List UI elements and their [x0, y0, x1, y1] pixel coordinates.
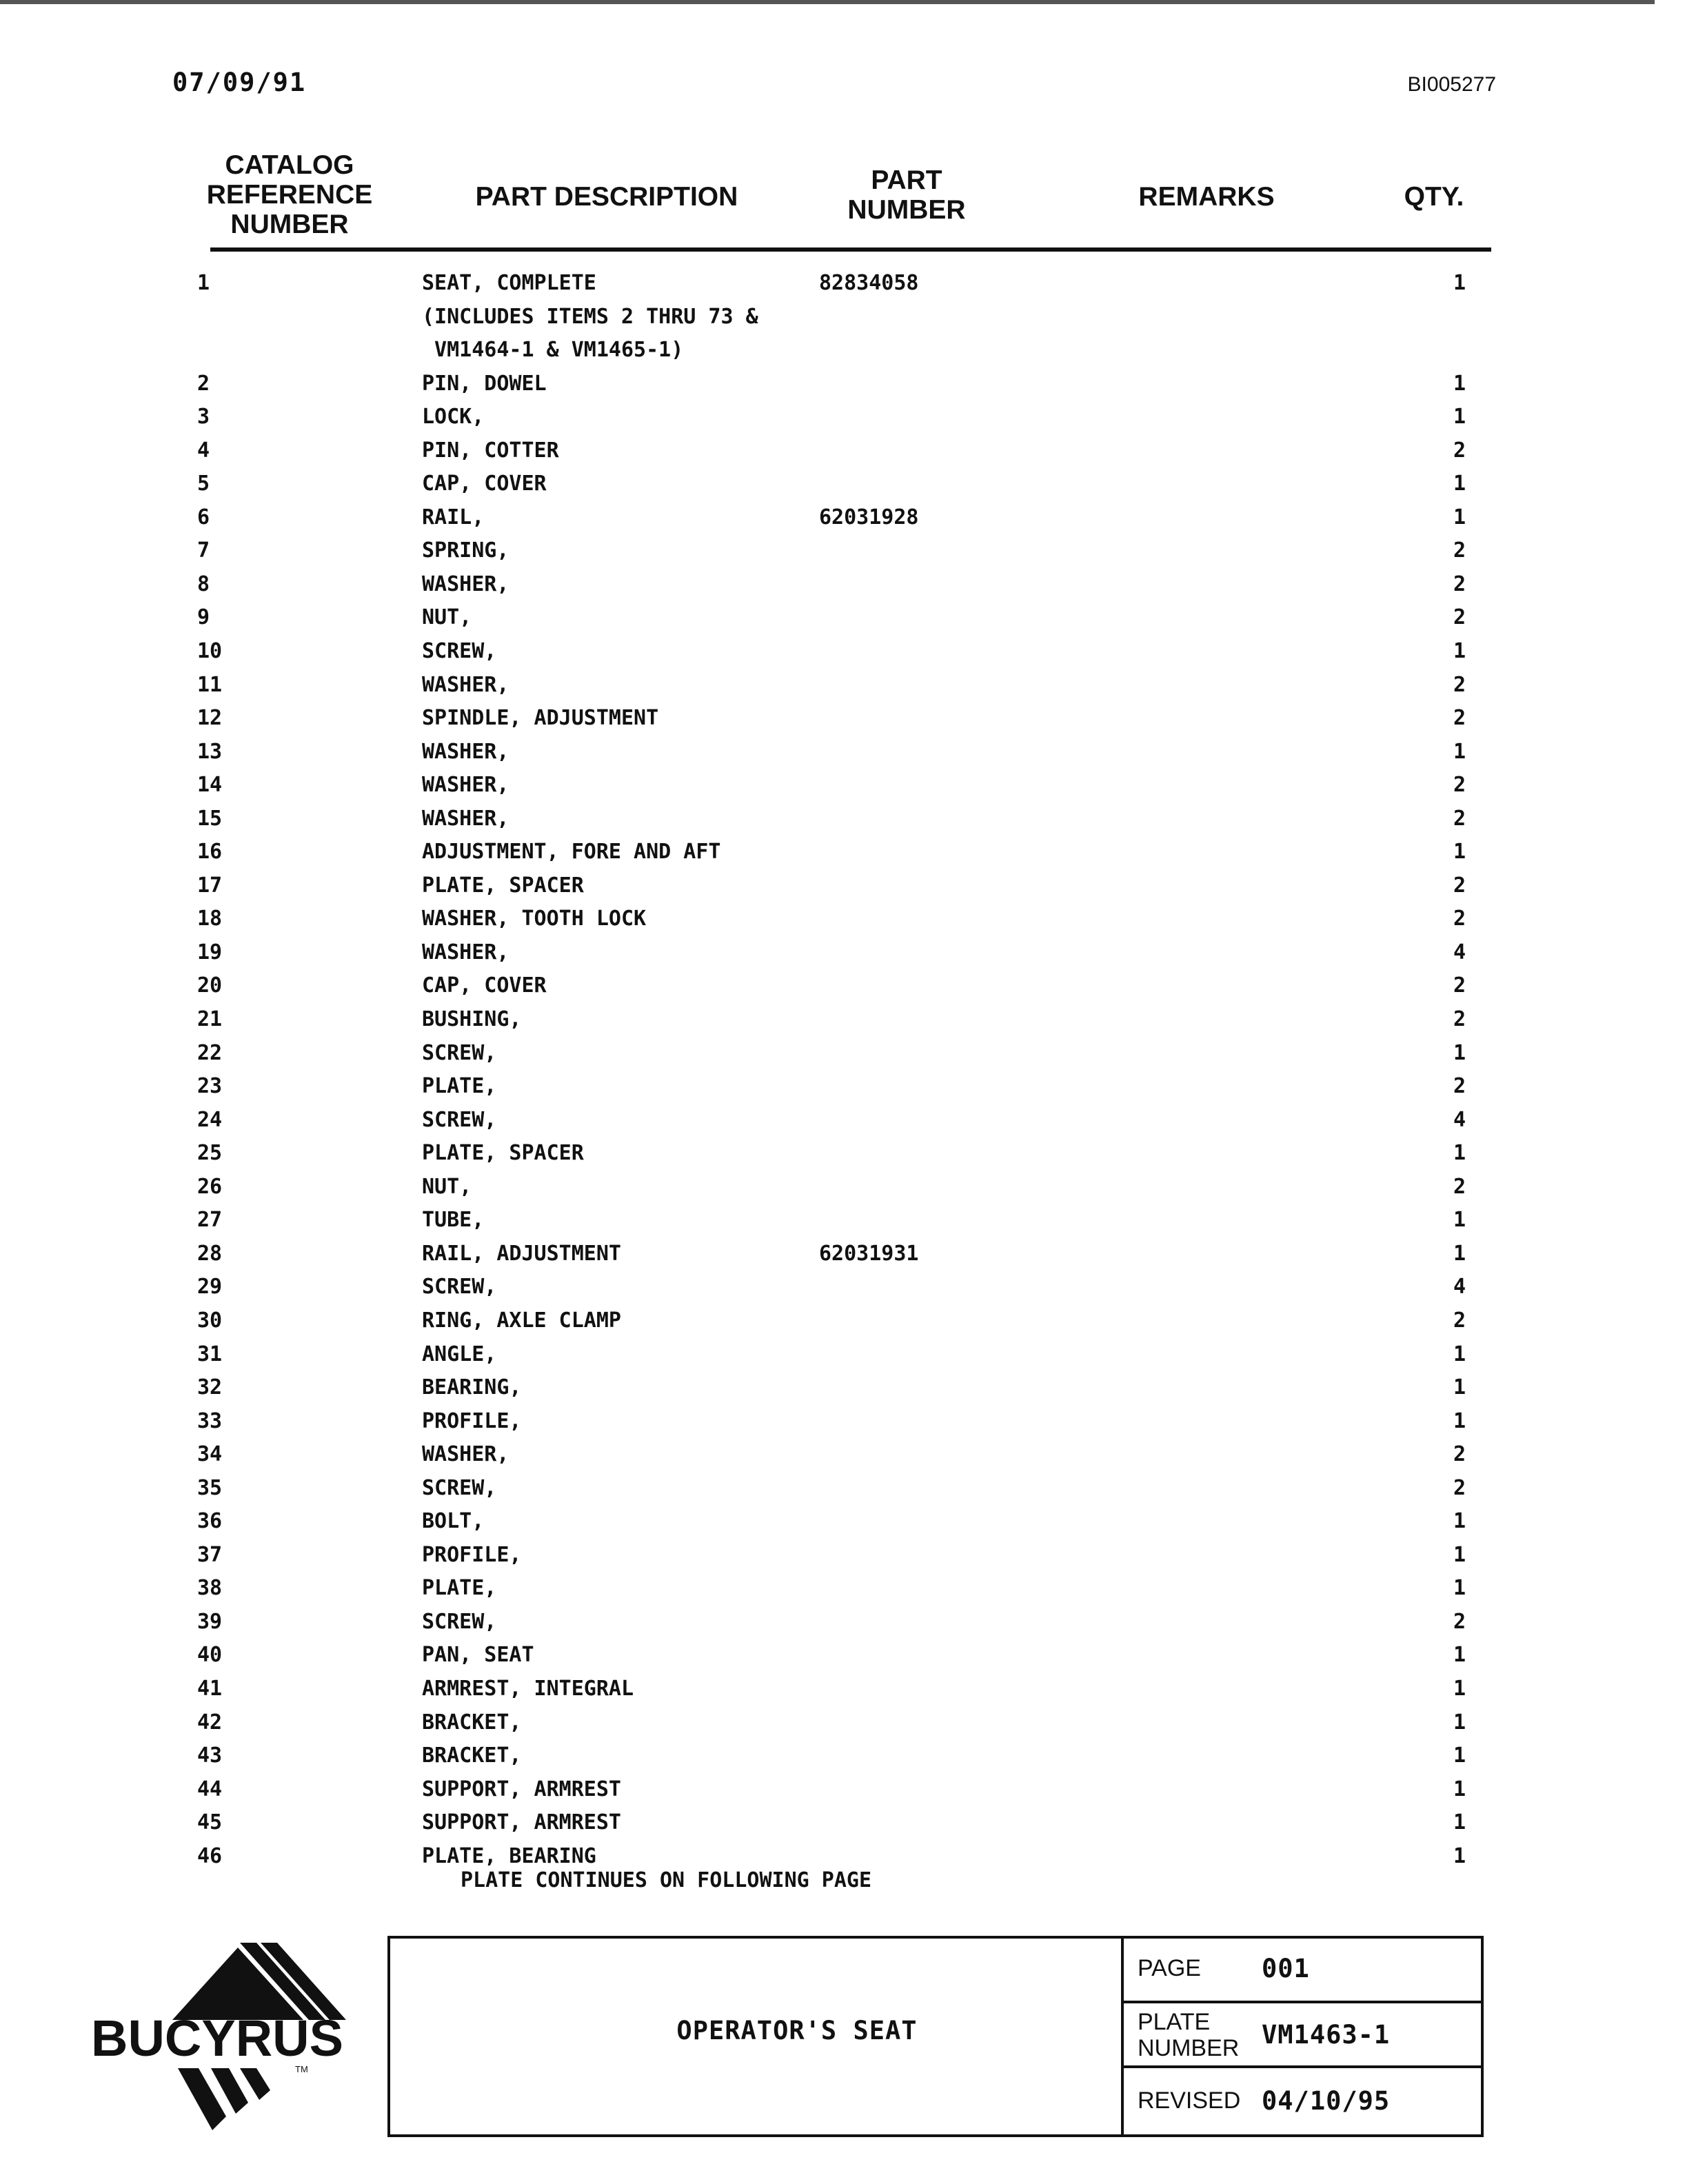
qty-cell: 2 [1453, 572, 1466, 596]
description-cell: SPRING, [422, 538, 509, 563]
qty-cell: 4 [1453, 1107, 1466, 1132]
table-row [0, 1810, 1696, 1844]
table-row [0, 1576, 1696, 1610]
qty-cell: 1 [1453, 1576, 1466, 1601]
catalog-ref-cell: 33 [197, 1408, 223, 1433]
catalog-ref-cell: 36 [197, 1509, 223, 1534]
qty-cell: 2 [1453, 1609, 1466, 1634]
qty-cell: 2 [1453, 1174, 1466, 1199]
catalog-ref-cell: 8 [197, 572, 210, 596]
description-cell: (INCLUDES ITEMS 2 THRU 73 & [422, 304, 758, 329]
description-cell: SUPPORT, ARMREST [422, 1777, 621, 1801]
catalog-ref-cell: 3 [197, 405, 210, 429]
title-block [387, 1936, 1484, 2137]
plate-title: OPERATOR'S SEAT [676, 2016, 918, 2045]
page-cell [1124, 1939, 1481, 2003]
table-row [0, 973, 1696, 1007]
qty-cell: 2 [1453, 907, 1466, 931]
plate-number-label: PLATE NUMBER [1138, 2009, 1240, 2061]
table-row [0, 338, 1696, 372]
qty-cell: 2 [1453, 773, 1466, 798]
qty-cell: 2 [1453, 873, 1466, 898]
table-row [0, 1074, 1696, 1108]
part-number-cell: 62031928 [819, 505, 919, 529]
description-cell: BUSHING, [422, 1007, 522, 1032]
catalog-ref-cell: 19 [197, 940, 223, 964]
qty-cell: 2 [1453, 706, 1466, 731]
description-cell: SCREW, [422, 1275, 497, 1300]
description-cell: PROFILE, [422, 1542, 522, 1567]
catalog-ref-cell: 40 [197, 1643, 223, 1668]
catalog-ref-cell: 24 [197, 1107, 223, 1132]
header-part-description: PART DESCRIPTION [475, 182, 738, 212]
description-cell: WASHER, [422, 1442, 509, 1467]
qty-cell: 1 [1453, 1643, 1466, 1668]
qty-cell: 1 [1453, 639, 1466, 664]
header-rule [210, 247, 1491, 252]
qty-cell: 1 [1453, 1810, 1466, 1835]
description-cell: LOCK, [422, 405, 485, 429]
qty-cell: 1 [1453, 371, 1466, 396]
table-row [0, 773, 1696, 807]
catalog-ref-cell: 44 [197, 1777, 223, 1801]
table-row [0, 1208, 1696, 1242]
table-row [0, 873, 1696, 907]
qty-cell: 2 [1453, 605, 1466, 630]
description-cell: SCREW, [422, 1107, 497, 1132]
description-cell: PLATE, [422, 1576, 497, 1601]
qty-cell: 1 [1453, 1710, 1466, 1735]
catalog-ref-cell: 35 [197, 1475, 223, 1500]
table-row [0, 1041, 1696, 1075]
catalog-ref-cell: 12 [197, 706, 223, 731]
header-catalog-ref-label: CATALOG REFERENCE NUMBER [206, 150, 373, 239]
description-cell: RAIL, ADJUSTMENT [422, 1241, 621, 1266]
table-row [0, 1777, 1696, 1811]
table-row [0, 1610, 1696, 1644]
table-row [0, 1743, 1696, 1777]
table-row [0, 673, 1696, 707]
header-catalog-ref [186, 150, 393, 239]
description-cell: PLATE, SPACER [422, 873, 584, 898]
catalog-ref-cell: 27 [197, 1208, 223, 1233]
print-date: 07/09/91 [172, 68, 307, 97]
header-part-number-label: PART NUMBER [847, 165, 966, 225]
document-id: BI005277 [1407, 73, 1496, 96]
table-row [0, 305, 1696, 338]
catalog-ref-cell: 37 [197, 1542, 223, 1567]
table-row [0, 1442, 1696, 1476]
catalog-ref-cell: 4 [197, 438, 210, 463]
catalog-ref-cell: 22 [197, 1040, 223, 1065]
description-cell: WASHER, [422, 806, 509, 831]
qty-cell: 1 [1453, 1040, 1466, 1065]
page-label: PAGE [1138, 1955, 1201, 1981]
table-row [0, 538, 1696, 572]
catalog-ref-cell: 11 [197, 672, 223, 697]
catalog-ref-cell: 16 [197, 840, 223, 865]
qty-cell: 2 [1453, 538, 1466, 563]
table-row [0, 907, 1696, 940]
catalog-ref-cell: 23 [197, 1074, 223, 1099]
qty-cell: 1 [1453, 1676, 1466, 1701]
header-remarks: REMARKS [1138, 182, 1275, 212]
catalog-ref-cell: 42 [197, 1710, 223, 1735]
description-cell: NUT, [422, 605, 472, 630]
catalog-ref-cell: 13 [197, 739, 223, 764]
description-cell: CAP, COVER [422, 472, 547, 496]
catalog-ref-cell: 17 [197, 873, 223, 898]
qty-cell: 1 [1453, 739, 1466, 764]
catalog-ref-cell: 5 [197, 472, 210, 496]
description-cell: RAIL, [422, 505, 485, 529]
qty-cell: 4 [1453, 940, 1466, 964]
catalog-ref-cell: 21 [197, 1007, 223, 1032]
top-edge-line [0, 0, 1655, 4]
table-row [0, 405, 1696, 438]
description-cell: ANGLE, [422, 1342, 497, 1366]
description-cell: NUT, [422, 1174, 472, 1199]
qty-cell: 1 [1453, 1777, 1466, 1801]
header-part-number [814, 165, 1000, 225]
description-cell: SCREW, [422, 639, 497, 664]
table-row [0, 438, 1696, 472]
description-cell: SEAT, COMPLETE [422, 271, 596, 295]
catalog-ref-cell: 26 [197, 1174, 223, 1199]
catalog-ref-cell: 15 [197, 806, 223, 831]
qty-cell: 2 [1453, 1442, 1466, 1467]
catalog-ref-cell: 45 [197, 1810, 223, 1835]
logo-trademark: TM [295, 2064, 308, 2074]
qty-cell: 1 [1453, 505, 1466, 529]
table-row [0, 472, 1696, 505]
table-row [0, 1007, 1696, 1041]
qty-cell: 1 [1453, 271, 1466, 295]
table-row [0, 572, 1696, 606]
catalog-ref-cell: 25 [197, 1141, 223, 1166]
description-cell: VM1464-1 & VM1465-1) [422, 338, 684, 363]
table-row [0, 1710, 1696, 1744]
revised-cell [1124, 2068, 1481, 2134]
qty-cell: 1 [1453, 840, 1466, 865]
description-cell: ADJUSTMENT, FORE AND AFT [422, 840, 721, 865]
qty-cell: 2 [1453, 806, 1466, 831]
qty-cell: 1 [1453, 1375, 1466, 1400]
table-row [0, 1409, 1696, 1443]
description-cell: PAN, SEAT [422, 1643, 534, 1668]
description-cell: PIN, COTTER [422, 438, 559, 463]
table-row [0, 706, 1696, 740]
table-row [0, 505, 1696, 539]
header-qty: QTY. [1404, 182, 1464, 212]
qty-cell: 1 [1453, 1208, 1466, 1233]
table-row [0, 1141, 1696, 1175]
bucyrus-logo-graphic [76, 1937, 379, 2144]
catalog-ref-cell: 2 [197, 371, 210, 396]
catalog-ref-cell: 41 [197, 1676, 223, 1701]
part-number-cell: 82834058 [819, 271, 919, 295]
qty-cell: 2 [1453, 438, 1466, 463]
catalog-ref-cell: 28 [197, 1241, 223, 1266]
plate-number-value: VM1463-1 [1262, 2020, 1391, 2050]
logo-wordmark: BUCYRUS [91, 2010, 343, 2067]
qty-cell: 1 [1453, 1743, 1466, 1768]
catalog-ref-cell: 43 [197, 1743, 223, 1768]
description-cell: PIN, DOWEL [422, 371, 547, 396]
catalog-ref-cell: 39 [197, 1609, 223, 1634]
description-cell: RING, AXLE CLAMP [422, 1308, 621, 1333]
table-row [0, 740, 1696, 774]
qty-cell: 1 [1453, 1342, 1466, 1366]
description-cell: SPINDLE, ADJUSTMENT [422, 706, 659, 731]
catalog-ref-cell: 38 [197, 1576, 223, 1601]
table-row [0, 1342, 1696, 1376]
table-row [0, 1108, 1696, 1142]
plate-number-cell [1124, 2003, 1481, 2068]
description-cell: ARMREST, INTEGRAL [422, 1676, 634, 1701]
description-cell: PROFILE, [422, 1408, 522, 1433]
description-cell: WASHER, [422, 773, 509, 798]
description-cell: BEARING, [422, 1375, 522, 1400]
catalog-ref-cell: 1 [197, 271, 210, 295]
catalog-ref-cell: 18 [197, 907, 223, 931]
table-row [0, 1677, 1696, 1710]
table-row [0, 1543, 1696, 1577]
qty-cell: 1 [1453, 1408, 1466, 1433]
description-cell: WASHER, [422, 572, 509, 596]
table-row [0, 1643, 1696, 1677]
table-row [0, 1275, 1696, 1308]
qty-cell: 1 [1453, 405, 1466, 429]
qty-cell: 2 [1453, 1308, 1466, 1333]
description-cell: SCREW, [422, 1609, 497, 1634]
catalog-ref-cell: 9 [197, 605, 210, 630]
description-cell: WASHER, [422, 672, 509, 697]
description-cell: PLATE, BEARING [422, 1843, 596, 1868]
description-cell: SCREW, [422, 1475, 497, 1500]
qty-cell: 2 [1453, 672, 1466, 697]
description-cell: WASHER, [422, 940, 509, 964]
table-row [0, 271, 1696, 305]
qty-cell: 1 [1453, 472, 1466, 496]
qty-cell: 2 [1453, 1475, 1466, 1500]
revised-value: 04/10/95 [1262, 2086, 1391, 2116]
qty-cell: 4 [1453, 1275, 1466, 1300]
table-row [0, 605, 1696, 639]
revised-label: REVISED [1138, 2087, 1241, 2114]
page-value: 001 [1262, 1954, 1310, 1983]
table-row [0, 1175, 1696, 1209]
description-cell: PLATE, [422, 1074, 497, 1099]
description-cell: CAP, COVER [422, 973, 547, 998]
catalog-ref-cell: 34 [197, 1442, 223, 1467]
table-row [0, 940, 1696, 974]
catalog-ref-cell: 14 [197, 773, 223, 798]
table-row [0, 840, 1696, 873]
catalog-ref-cell: 32 [197, 1375, 223, 1400]
qty-cell: 1 [1453, 1241, 1466, 1266]
catalog-ref-cell: 29 [197, 1275, 223, 1300]
qty-cell: 1 [1453, 1843, 1466, 1868]
catalog-ref-cell: 31 [197, 1342, 223, 1366]
qty-cell: 2 [1453, 1074, 1466, 1099]
qty-cell: 1 [1453, 1542, 1466, 1567]
table-row [0, 1375, 1696, 1409]
logo-lower-stripe-3 [240, 2068, 270, 2100]
description-cell: BOLT, [422, 1509, 485, 1534]
catalog-ref-cell: 46 [197, 1843, 223, 1868]
part-number-cell: 62031931 [819, 1241, 919, 1266]
qty-cell: 2 [1453, 973, 1466, 998]
qty-cell: 2 [1453, 1007, 1466, 1032]
table-row [0, 1242, 1696, 1275]
description-cell: PLATE, SPACER [422, 1141, 584, 1166]
catalog-ref-cell: 30 [197, 1308, 223, 1333]
description-cell: BRACKET, [422, 1710, 522, 1735]
continuation-note: PLATE CONTINUES ON FOLLOWING PAGE [461, 1868, 872, 1892]
catalog-ref-cell: 10 [197, 639, 223, 664]
description-cell: WASHER, [422, 739, 509, 764]
description-cell: TUBE, [422, 1208, 485, 1233]
table-row [0, 1476, 1696, 1510]
bucyrus-logo [76, 1937, 379, 2144]
table-row [0, 372, 1696, 405]
parts-table [0, 271, 1696, 1877]
qty-cell: 1 [1453, 1509, 1466, 1534]
description-cell: WASHER, TOOTH LOCK [422, 907, 647, 931]
table-row [0, 1509, 1696, 1543]
table-row [0, 639, 1696, 673]
description-cell: BRACKET, [422, 1743, 522, 1768]
table-row [0, 807, 1696, 840]
table-row [0, 1308, 1696, 1342]
catalog-ref-cell: 6 [197, 505, 210, 529]
description-cell: SCREW, [422, 1040, 497, 1065]
description-cell: SUPPORT, ARMREST [422, 1810, 621, 1835]
catalog-ref-cell: 20 [197, 973, 223, 998]
catalog-ref-cell: 7 [197, 538, 210, 563]
qty-cell: 1 [1453, 1141, 1466, 1166]
